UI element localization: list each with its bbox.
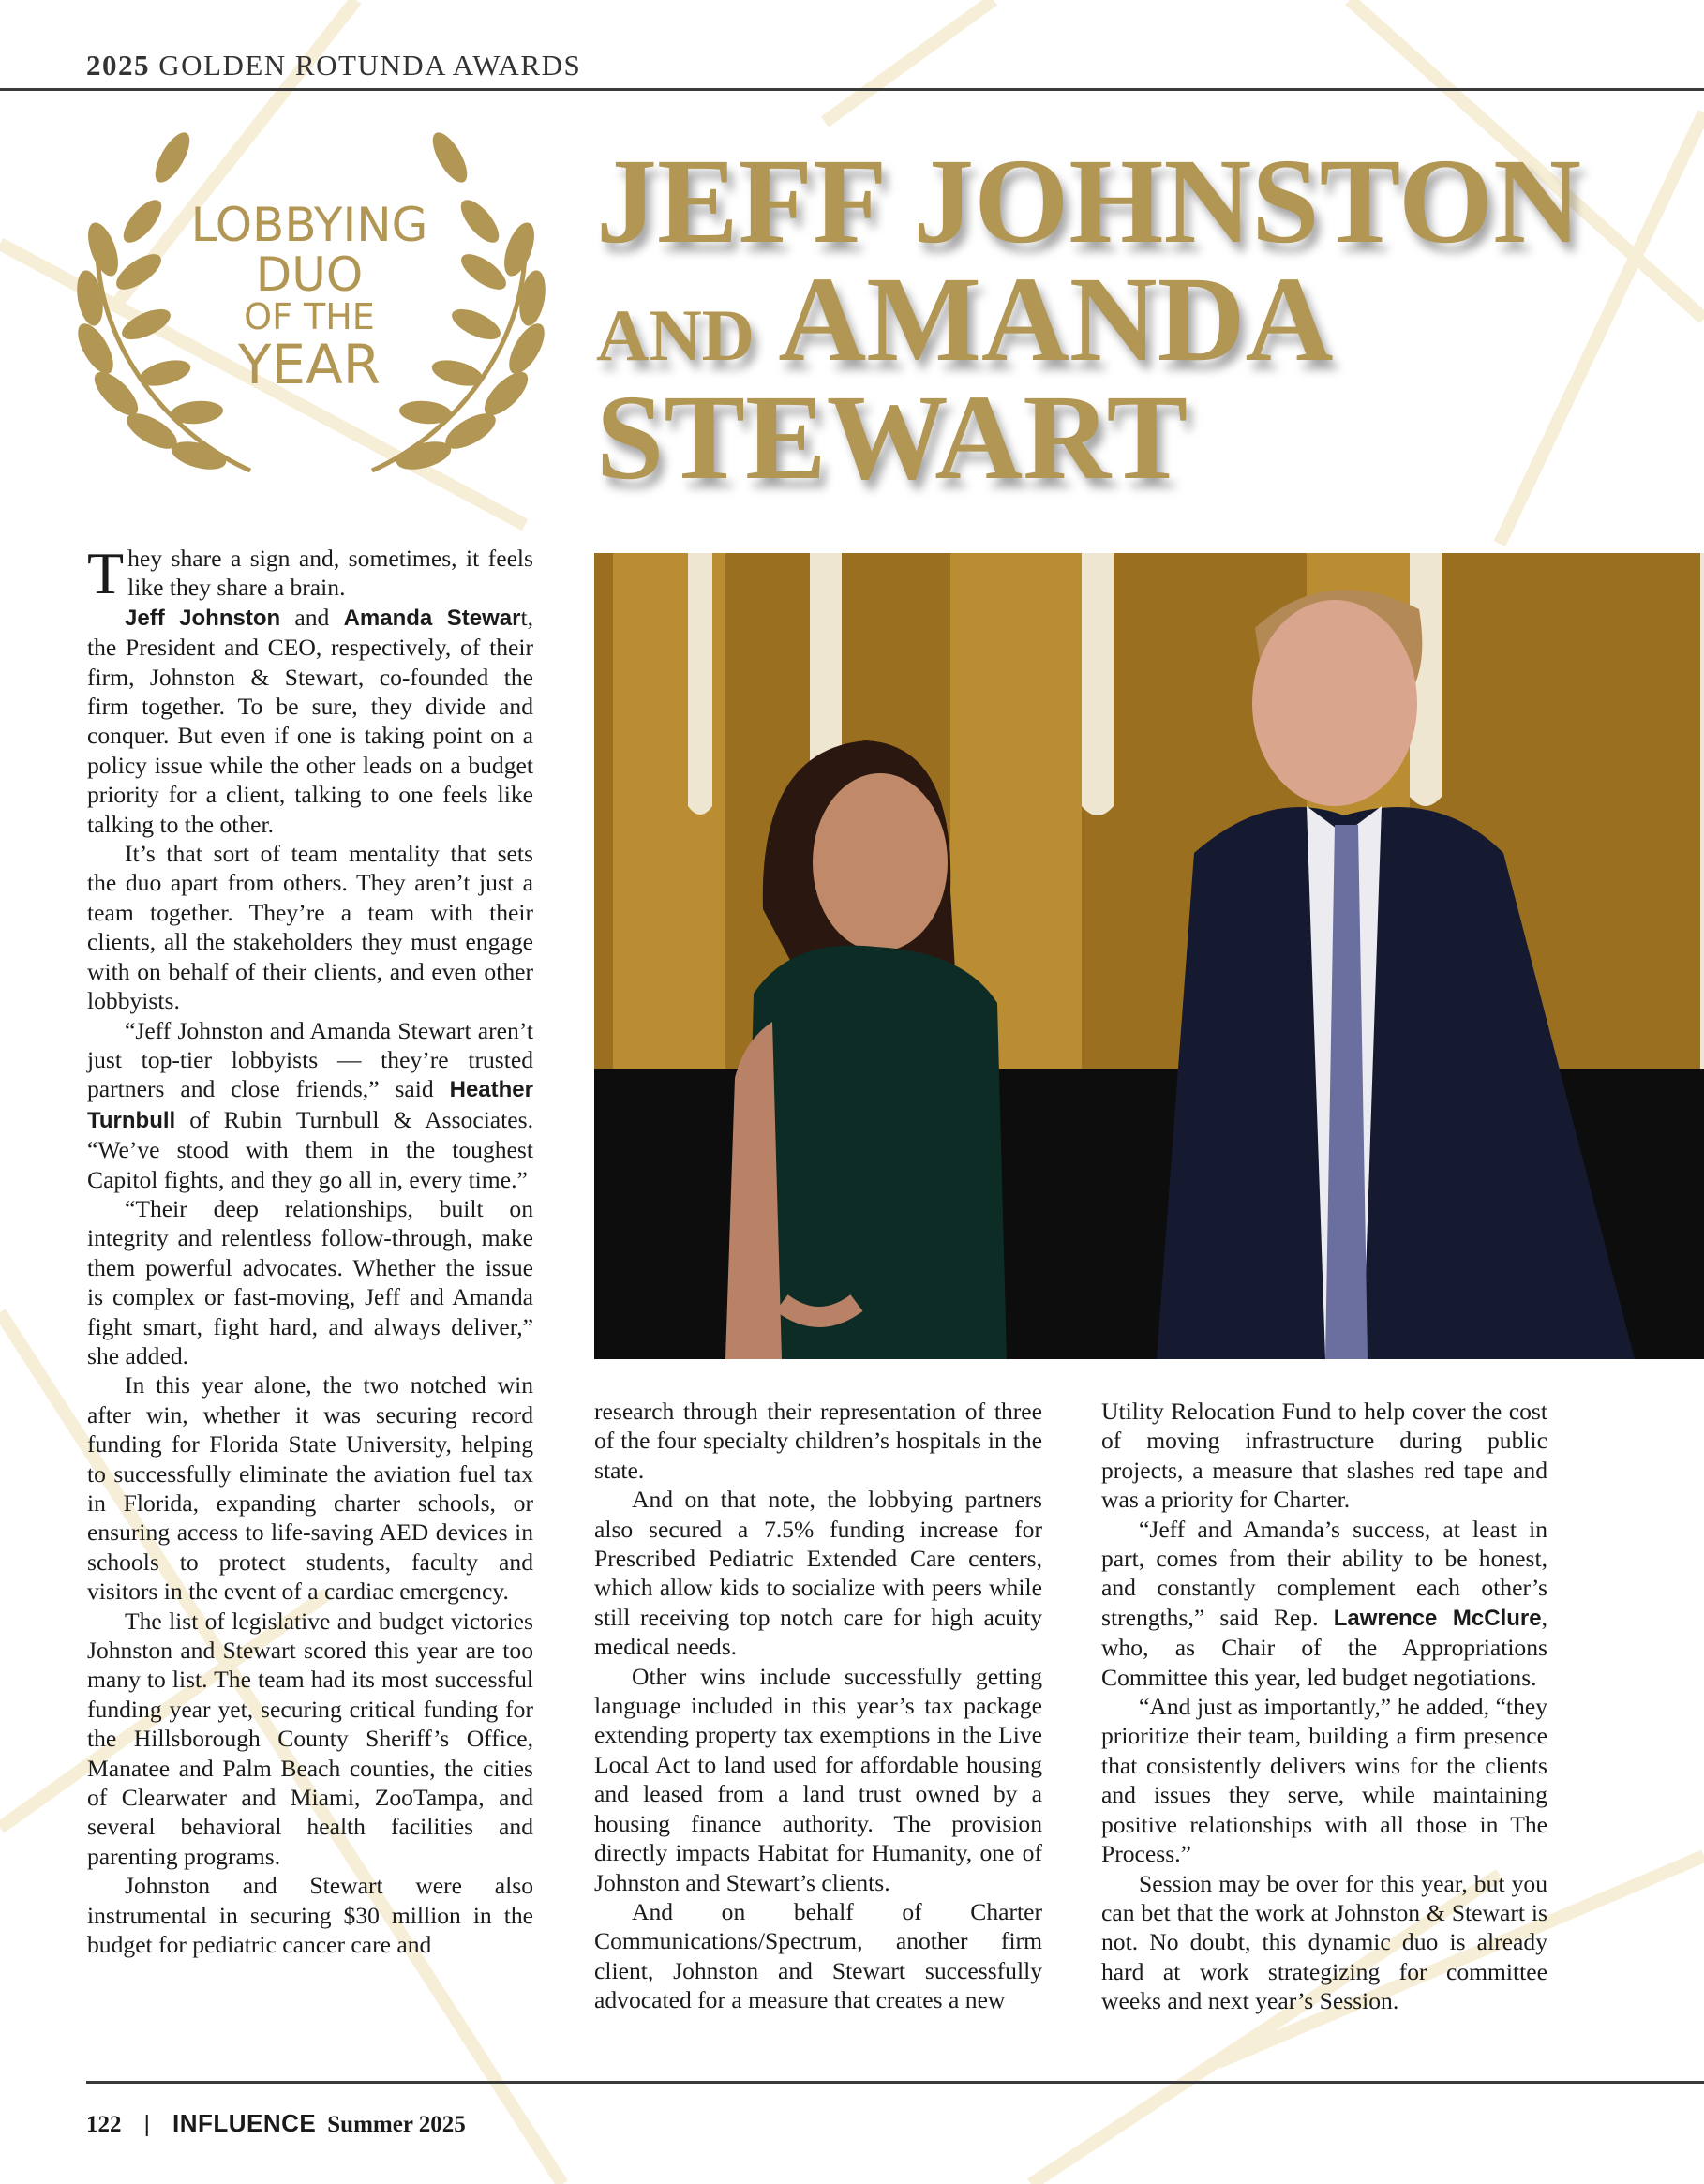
article-paragraph: Other wins include successfully getting language included in this year’s tax package extending property tax exemptions in the Live Local Act to land used for affordable housing and leased from a land trust owned by a housing finance authority. The provision directly impacts Habitat for Humanity, one of Johnston and Stewart’s clients. bbox=[594, 1662, 1042, 1896]
article-paragraph: “And just as importantly,” he added, “they prioritize their team, building a firm presence that consistently delivers wins for the clients and issues they serve, while maintaining positive relationships with all those in The Process.” bbox=[1101, 1693, 1547, 1868]
headline-amanda: AMANDA bbox=[778, 252, 1334, 387]
issue-date: Summer 2025 bbox=[327, 2112, 466, 2137]
headline bbox=[596, 134, 1683, 505]
award-line-2: DUO bbox=[255, 247, 364, 302]
footer-rule bbox=[86, 2081, 1704, 2084]
article-paragraph: Utility Relocation Fund to help cover the cost of moving infrastructure during public projects, a measure that slashes red tape and was a priority for Charter. bbox=[1101, 1398, 1547, 1514]
article-paragraph: research through their representation of three of the four specialty children’s hospitals in the state. bbox=[594, 1398, 1042, 1484]
headline-line-2 bbox=[596, 252, 1683, 387]
headline-and: AND bbox=[596, 294, 755, 376]
headline-line-3: STEWART bbox=[596, 370, 1188, 505]
headline-line-1: JEFF JOHNSTON bbox=[596, 134, 1581, 269]
article-paragraph: The list of legislative and budget victories Johnston and Stewart scored this year are too many to list. The team had its most successful funding year yet, securing critical funding for the Hillsborough County Sheriff’s Office, Manatee and Palm Beach counties, the cities of Clearwater and Miami, ZooTampa, and several behavioral health facilities and parenting programs. bbox=[87, 1607, 533, 1870]
article-paragraph: In this year alone, the two notched win after win, whether it was securing record funding for Florida State University, helping to successfully eliminate the aviation fuel tax in Florida, expanding charter schools, or ensuring access to life-saving AED devices in schools to protect students, faculty and visitors in the event of a cardiac emergency. bbox=[87, 1371, 533, 1606]
article-paragraph: “Jeff and Amanda’s success, at least in part, comes from their ability to be honest, and constantly complement each other’s strengths,” said Rep. Lawrence McClure, who, as Chair of the Appropriations Committee this year, led budget negotiations. bbox=[1101, 1515, 1547, 1691]
footer-separator: | bbox=[143, 2111, 150, 2137]
header-year: 2025 bbox=[86, 49, 150, 82]
article-paragraph: Session may be over for this year, but you can bet that the work at Johnston & Stewart is not. No doubt, this dynamic duo is already hard at work strategizing for committee weeks and next year’s Session. bbox=[1101, 1869, 1547, 2015]
award-line-4: YEAR bbox=[237, 332, 381, 396]
header-title: GOLDEN ROTUNDA AWARDS bbox=[158, 49, 582, 82]
article-paragraph: And on that note, the lobbying partners also secured a 7.5% funding increase for Prescribed Pediatric Extended Care centers, which allow kids to socialize with peers while still receiving top notch care for high acuity medical needs. bbox=[594, 1486, 1042, 1661]
award-line-1: LOBBYING bbox=[190, 198, 428, 252]
article-paragraph: It’s that sort of team mentality that sets the duo apart from others. They aren’t just a team together. They’re a team with their clients, all the stakeholders they must engage with on behalf of their clients, and even other lobbyists. bbox=[87, 840, 533, 1015]
section-header bbox=[86, 49, 1680, 86]
article-paragraph: And on behalf of Charter Communications/Spectrum, another firm client, Johnston and Stewart successfully advocated for a measure that creates a new bbox=[594, 1897, 1042, 2014]
article-intro: They share a sign and, sometimes, it feels like they share a brain. bbox=[87, 540, 533, 606]
magazine-name: INFLUENCE bbox=[172, 2109, 317, 2137]
page-footer bbox=[86, 2109, 466, 2147]
article-column-1 bbox=[87, 540, 533, 1960]
article-paragraph: Jeff Johnston and Amanda Stewart, the President and CEO, respectively, of their firm, Johnston & Stewart, co-founded the firm together. To be sure, they divide and conquer. But even if one is taking point on a policy issue while the other leads on a budget priority for a client, talking to one feels like talking to the other. bbox=[87, 603, 533, 838]
page-number: 122 bbox=[86, 2112, 122, 2137]
portrait-photo bbox=[594, 553, 1704, 1359]
article-paragraph: “Jeff Johnston and Amanda Stewart aren’t just top-tier lobbyists — they’re trusted partners and close friends,” said Heather Turnbull of Rubin Turnbull & Associates. “We’ve stood with them in the toughest Capitol fights, and they go all in, every time.” bbox=[87, 1016, 533, 1193]
header-rule bbox=[0, 88, 1704, 91]
article-paragraph: Johnston and Stewart were also instrumental in securing $30 million in the budget for pediatric cancer care and bbox=[87, 1872, 533, 1959]
drop-cap: T bbox=[87, 540, 125, 606]
article-column-2 bbox=[594, 1397, 1042, 2015]
article-paragraph: “Their deep relationships, built on integrity and relentless follow-through, make them powerful advocates. Whether the issue is complex or fast-moving, Jeff and Amanda fight smart, fight hard, and always deliver,” she added. bbox=[87, 1194, 533, 1369]
award-line-3: OF THE bbox=[244, 296, 375, 337]
article-column-3 bbox=[1101, 1397, 1547, 2016]
award-category bbox=[141, 198, 478, 396]
